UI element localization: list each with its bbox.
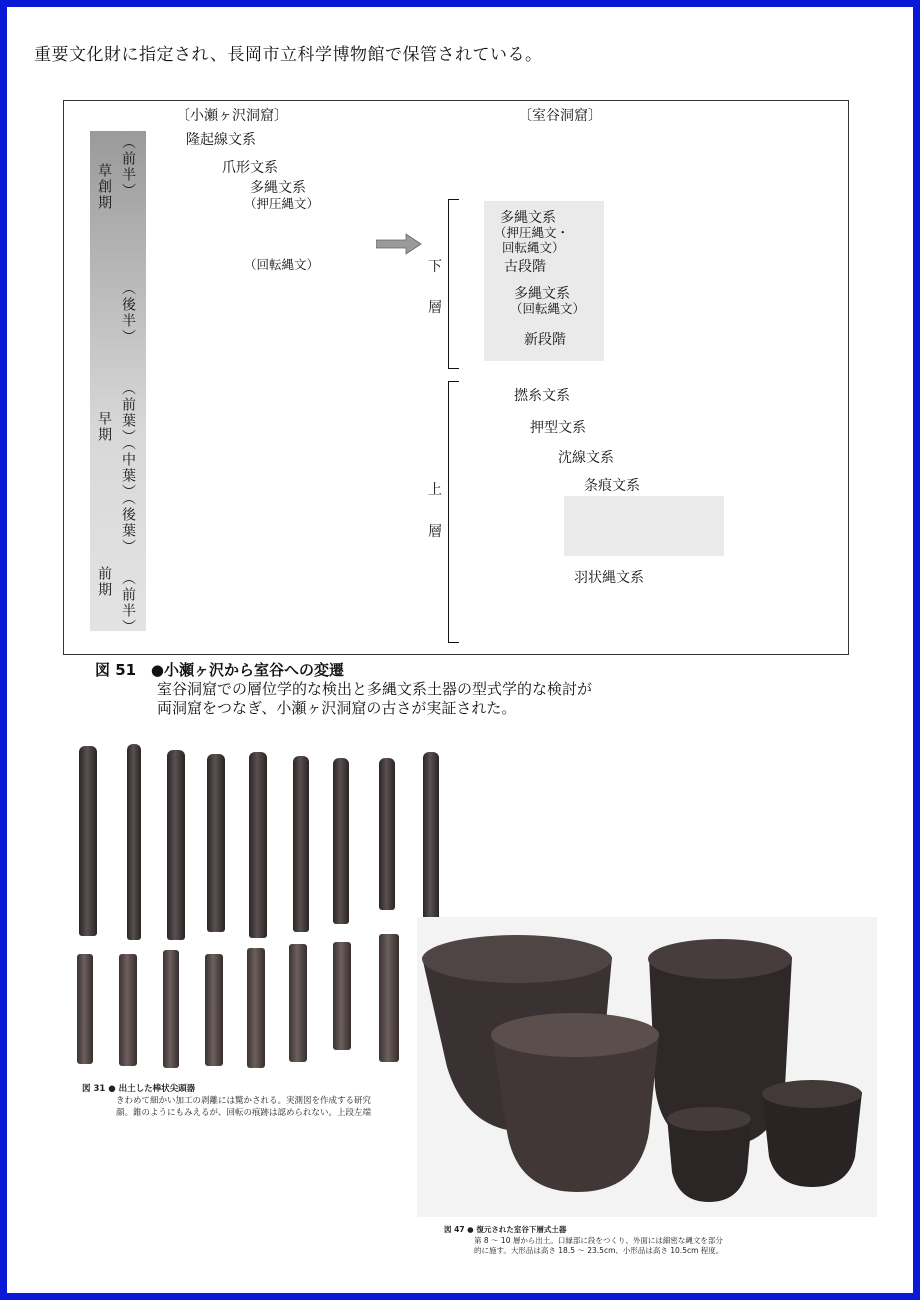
spear-point	[207, 754, 225, 932]
era-kohan: （後半）	[120, 281, 136, 345]
lower-tajomon-2: 多縄文系	[514, 286, 570, 302]
stage-old: 古段階	[504, 259, 546, 275]
figure51-title: 小瀬ヶ沢から室谷への変遷	[163, 661, 344, 679]
lower-layer-bracket	[448, 199, 459, 369]
upper-shade	[564, 496, 724, 556]
figure31-caption	[82, 1083, 371, 1119]
era-souki: 早期	[96, 411, 112, 443]
spear-point	[247, 948, 265, 1068]
figure47-caption	[444, 1225, 723, 1257]
figure31-title: 図 31 ● 出土した棒状尖頭器	[82, 1084, 196, 1094]
arrow-right-icon	[376, 233, 422, 255]
page-heading: 重要文化財に指定され、長岡市立科学博物館で保管されている。	[34, 45, 543, 65]
chinsen-label: 沈線文系	[558, 450, 614, 466]
figure47-title: 図 47 ● 復元された室谷下層式土器	[444, 1225, 567, 1234]
tsumegata-label: 爪形文系	[222, 160, 278, 176]
spear-point	[79, 746, 97, 936]
era-sosoki: 草創期	[96, 163, 112, 211]
spear-point	[379, 934, 399, 1062]
spear-point	[423, 752, 439, 942]
figure31-line-2: 顔。錐のようにもみえるが、回転の痕跡は認められない。上段左端	[116, 1108, 372, 1118]
upper-label-2: 層	[428, 524, 442, 540]
era-zenhan-2: （前半）	[120, 571, 136, 635]
stage-new: 新段階	[524, 332, 566, 348]
figure51-caption	[95, 661, 592, 718]
chronology-diagram	[63, 100, 849, 655]
era-zenhan-1: （前半）	[120, 135, 136, 199]
spear-point	[379, 758, 395, 910]
kaiten-label: （回転縄文）	[244, 257, 320, 272]
ryuki-label: 隆起線文系	[186, 132, 256, 148]
kosegasawa-header: 〔小瀬ヶ沢洞窟〕	[176, 108, 288, 124]
spear-point	[293, 756, 309, 932]
spear-point	[205, 954, 223, 1066]
era-zenyo: （前葉）	[120, 381, 136, 445]
spear-point	[249, 752, 267, 938]
spear-point	[289, 944, 307, 1062]
lower-label-2: 層	[428, 300, 442, 316]
spear-point	[119, 954, 137, 1066]
spear-point	[163, 950, 179, 1068]
oshigata-label: 押型文系	[530, 420, 586, 436]
lower-sub-1b: 回転縄文）	[502, 240, 565, 255]
era-chuyo: （中葉）	[120, 436, 136, 500]
upper-label-1: 上	[428, 482, 442, 498]
oatsu-label: （押圧縄文）	[244, 196, 320, 211]
lower-sub-2: （回転縄文）	[510, 301, 586, 316]
spear-point	[333, 942, 351, 1050]
nenshi-label: 撚糸文系	[514, 388, 570, 404]
figure51-body-1: 室谷洞窟での層位学的な検出と多縄文系土器の型式学的な検討が	[157, 680, 593, 698]
ujo-label: 羽状縄文系	[574, 570, 644, 586]
spear-point	[167, 750, 185, 940]
spear-point	[333, 758, 349, 924]
muroya-header: 〔室谷洞窟〕	[518, 108, 602, 124]
jokon-label: 条痕文系	[584, 478, 640, 494]
figure47-line-2: 的に施す。大形品は高さ 18.5 〜 23.5cm、小形品は高さ 10.5cm 程度。	[474, 1246, 724, 1255]
upper-layer-bracket	[448, 381, 459, 643]
era-zenki: 前期	[96, 566, 112, 598]
figure31-line-1: きわめて細かい加工の剥離には驚かされる。実測図を作成する研究	[116, 1096, 372, 1106]
figure51-number: 図 51	[95, 661, 137, 679]
tajomon-left-label: 多縄文系	[250, 180, 306, 196]
spear-point	[77, 954, 93, 1064]
figure51-body-2: 両洞窟をつなぎ、小瀬ヶ沢洞窟の古さが実証された。	[157, 699, 517, 717]
figure47-line-1: 第 8 〜 10 層から出土。口縁部に段をつくり、外面には細密な縄文を部分	[474, 1235, 723, 1245]
era-koyo: （後葉）	[120, 491, 136, 555]
bullet-icon: ●	[150, 661, 164, 679]
spear-point	[127, 744, 141, 940]
pottery-photo	[417, 917, 877, 1217]
spear-points-photo	[67, 742, 457, 1072]
lower-label-1: 下	[428, 259, 442, 275]
lower-sub-1a: （押圧縄文・	[494, 225, 570, 240]
lower-tajomon-1: 多縄文系	[500, 210, 556, 226]
